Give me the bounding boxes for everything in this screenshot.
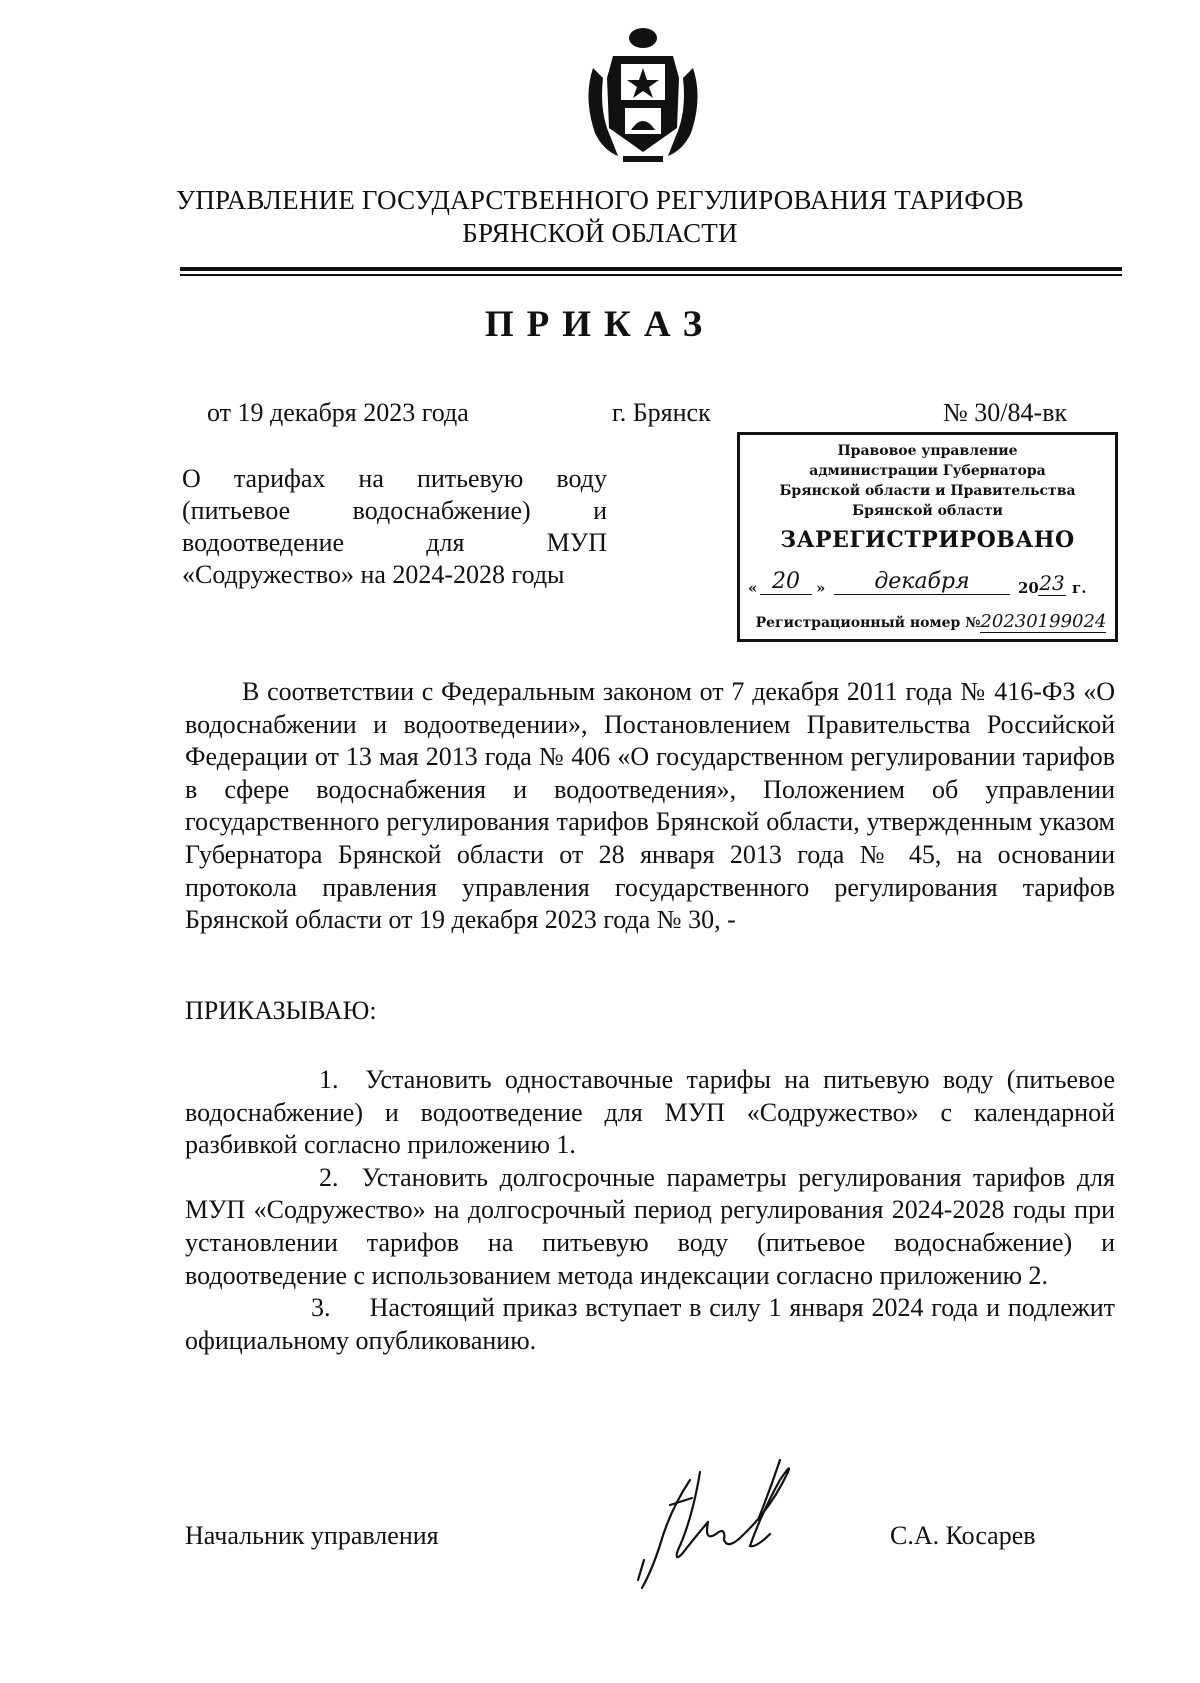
stamp-year-suffix: 23 <box>1039 571 1065 595</box>
coat-of-arms-icon <box>573 18 713 168</box>
document-city: г. Брянск <box>612 398 711 427</box>
stamp-line2: администрации Губернатора <box>809 463 1046 479</box>
stamp-line3: Брянской области и Правительства <box>779 483 1076 499</box>
document-number: № 30/84-вк <box>943 398 1068 427</box>
document-title: ПРИКАЗ <box>484 304 716 345</box>
organization-name-line1: УПРАВЛЕНИЕ ГОСУДАРСТВЕННОГО РЕГУЛИРОВАНИЯ ТАРИФОВ <box>176 185 1024 215</box>
stamp-line4: Брянской области <box>852 503 1003 519</box>
stamp-year-prefix: 20 <box>1018 579 1039 597</box>
stamp-year-unit: г. <box>1072 579 1087 597</box>
stamp-line1: Правовое управление <box>837 443 1018 459</box>
handwritten-signature-icon <box>630 1450 840 1600</box>
signatory-name: С.А. Косарев <box>890 1521 1036 1550</box>
stamp-month: декабря <box>834 569 1010 595</box>
order-item-number: 3. <box>311 1293 331 1323</box>
order-item <box>185 1292 1115 1357</box>
order-item <box>185 1064 1115 1162</box>
coat-of-arms-emblem <box>573 18 713 168</box>
organization-name-line2: БРЯНСКОЙ ОБЛАСТИ <box>462 218 738 248</box>
stamp-date: « 20 » декабря 20 23 г. <box>748 569 1087 597</box>
document-subject: О тарифах на питьевую воду (питьевое водоснабжение) и водоотведение для МУП «Содружество» на 2024-2028 годы <box>182 464 607 589</box>
stamp-status: ЗАРЕГИСТРИРОВАНО <box>780 527 1075 553</box>
order-items <box>185 1064 1115 1357</box>
header-rule-thick <box>180 267 1122 271</box>
stamp-day: 20 <box>760 569 812 595</box>
stamp-reg-number: 20230199024 <box>980 611 1107 632</box>
order-item-number: 1. <box>319 1065 339 1094</box>
order-item-text: Установить одноставочные тарифы на питьевую воду (питьевое водоснабжение) и водоотведение для МУП «Содружество» с календарной разбивкой согласно приложению 1. <box>185 1065 1115 1160</box>
stamp-registration <box>746 611 1116 632</box>
handwritten-signature <box>630 1450 840 1600</box>
order-item-number: 2. <box>319 1162 339 1192</box>
preamble-paragraph: В соответствии с Федеральным законом от 7 декабря 2011 года № 416-ФЗ «О водоснабжении и водоотведении», Постановлением Правительства Российской Федерации от 13 мая 2013 года № 406 «О государственном регулировании тарифов в сфере водоснабжения и водоотведения», Положением об управлении государственного регулирования тарифов Брянской области, утвержденным указом Губернатора Брянской области от 28 января 2013 года № 45, на основании протокола правления управления государственного регулирования тарифов Брянской области от 19 декабря 2023 года № 30, - <box>185 677 1115 935</box>
order-item-text: Настоящий приказ вступает в силу 1 января 2024 года и подлежит официальному опубликованию. <box>185 1293 1115 1355</box>
order-word: ПРИКАЗЫВАЮ: <box>185 996 377 1025</box>
order-item <box>185 1162 1115 1292</box>
registration-stamp <box>737 432 1118 642</box>
document-date: от 19 декабря 2023 года <box>207 398 469 427</box>
signatory-position: Начальник управления <box>185 1521 439 1550</box>
order-item-text: Установить долгосрочные параметры регулирования тарифов для МУП «Содружество» на долгосрочный период регулирования 2024-2028 годы при установлении тарифов на питьевую воду (питьевое водоснабжение) и водоотведение с использованием метода индексации согласно приложению 2. <box>185 1162 1116 1290</box>
header-rule-thin <box>180 274 1122 276</box>
stamp-reg-label: Регистрационный номер № <box>755 615 981 631</box>
